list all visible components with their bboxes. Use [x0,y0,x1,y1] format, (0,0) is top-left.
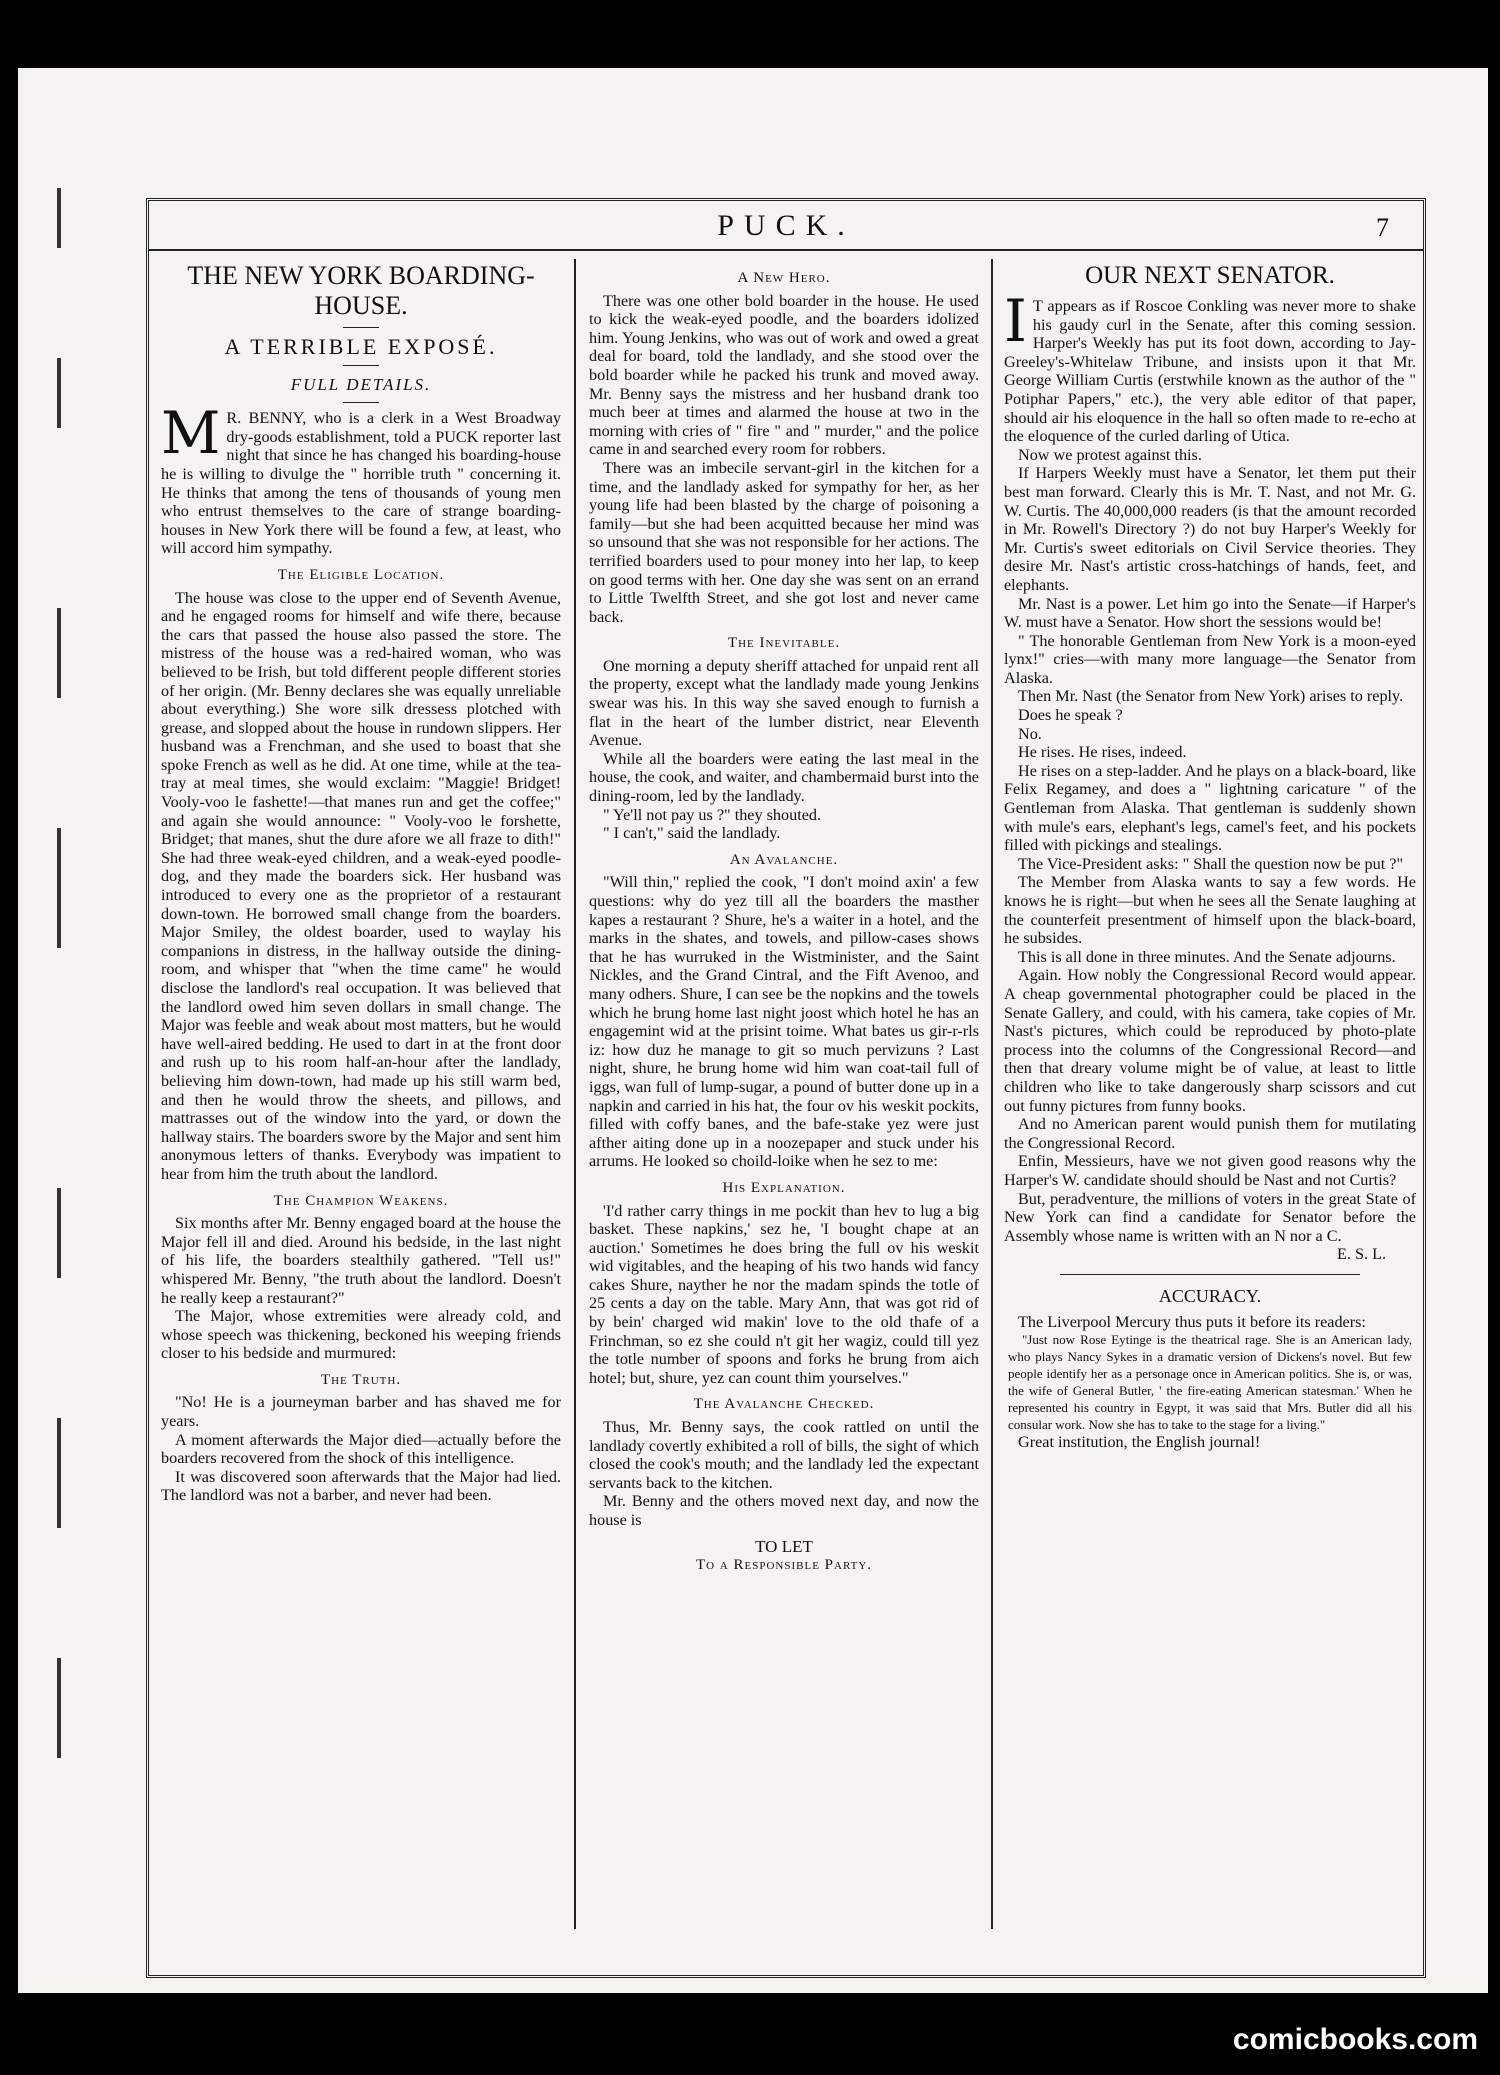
paragraph: Enfin, Messieurs, have we not given good reasons why the Harper's W. candidate should should be Nast and not Curtis? [1004,1152,1416,1189]
divider [1060,1274,1360,1275]
column-boarding-house [161,261,561,1927]
article-headline: THE NEW YORK BOARDING-HOUSE. [187,261,535,320]
paragraph: And no American parent would punish them for mutilating the Congressional Record. [1004,1115,1416,1152]
accuracy-heading: ACCURACY. [1158,1285,1262,1306]
paragraph: "Will thin," replied the cook, "I don't moind axin' a few questions: why do yez till all the boarders the masther kapes a restaurant ? Shure, he's a waiter in a hotel, and the marks in the shates, and towels, and pillow-cases shows that he has wurruked in the Wistminister, and the Saint Nickles, and the Grand Cintral, and the Fift Avenoo, and many odhers. Shure, I can see be the nopkins and the towels which he brung home last night joost which hotel he has an engagemint wid at the prisint toime. What bates us gir-r-rls iz: how duz he manage to git so much pervizuns ? Last night, shure, he brung home wid him wan coat-tail full of iggs, wan full of lump-sugar, a pound of butter done up in a napkin and carried in his hat, the four ov his weskit pockits, filled with coffy banes, and the bafe-stake yez were just afther aiting done up in a noozepaper and stuck under his arrums. He looked so choild-loike when he sez to me: [589,873,979,1171]
page-frame [146,198,1426,1978]
masthead [149,201,1423,251]
drop-cap: I [1004,287,1027,355]
quoted-excerpt: "Just now Rose Eytinge is the theatrical rage. She is an American lady, who plays Nancy Sykes in a dramatic version of Dickens's novel. But few people identify her as a personage once in American politics. She is, or was, the wife of General Butler, ' the fire-eating American statesman.' When he represented his country in Egypt, it was said that Mrs. Butler did all his consular work. Now she has to take to the stage for a living." [1008,1332,1412,1433]
section-heading: The Inevitable. [727,635,841,652]
article-subheadline: A TERRIBLE EXPOSÉ. [224,334,498,359]
paragraph: One morning a deputy sheriff attached for unpaid rent all the property, except what the landlady made young Jenkins swear was his. In this way she saved enough to furnish a flat in the heart of the lumber district, near Eleventh Avenue. [589,656,979,750]
to-party-notice: To a Responsible Party. [695,1557,873,1574]
to-let-notice: TO LET [755,1536,813,1556]
column-senator [1004,261,1416,1927]
paragraph: Again. How nobly the Congressional Record would appear. A cheap governmental photographer could be placed in the Senate Gallery, and could, with his camera, take copies of Mr. Nast's pictures, which could be reproduced by photo-plate process into the columns of the Congressional Record—and then that dreary volume might be of value, at least to little children who like to take dangerously sharp scissors and cut out funny pictures from funny books. [1004,966,1416,1115]
paragraph: Does he speak ? [1018,706,1123,725]
paragraph: The house was close to the upper end of Seventh Avenue, and he engaged rooms for himself and wife there, because the cars that passed the house also passed the store. The mistress of the house was a red-haired woman, who was believed to be Irish, but told different people different stories of her origin. (Mr. Benny declares she was equally unreliable about everything.) She wore silk dressess plotched with grease, and slopped about the house in rundown slippers. Her husband was a Frenchman, and she used to boast that she spoke French as well as he did. At one time, while at the tea-tray at meal times, she would exclaim: "Maggie! Bridget! Vooly-voo le fashette!—that manes run and get the coffee;" and again she would announce: " Vooly-voo le forshette, Bridget; that manes, shut the dure afore we all fraze to dith!" She had three weak-eyed children, and a weak-eyed poodle-dog, and they made the boarders sick. Her husband was introduced to every one as the proprietor of a restaurant down-town. He borrowed small change from the boarders. Major Smiley, the oldest boarder, used to waylay his companions in distress, in the hallway outside the dining-room, and whisper that "when the time came" he would disclose the landlord's real occupation. It was believed that the landlord owed him seven dollars in small change. The Major was feeble and weak about most matters, but he would have well-aired bedding. He used to dart in at the front door and rush up to his room half-an-hour after the landlady, believing him down-town, had made up his still warm bed, and then he would throw the sheets, and pillows, and mattrasses out of the window into the yard, or down the hallway stairs. The boarders swore by the Major and sent him anonymous letters of thanks. Everybody was impatient to hear from him the truth about the landlord. [161,588,561,1183]
column-divider [574,259,576,1929]
paragraph: "No! He is a journeyman barber and has shaved me for years. [161,1393,561,1431]
paragraph: Thus, Mr. Benny says, the cook rattled on until the landlady covertly exhibited a roll of bills, the sight of which closed the cook's mouth; and the landlady led the expectant servants back to the kitchen. [589,1418,979,1492]
section-heading: An Avalanche. [729,851,839,868]
paragraph: No. [1018,724,1042,743]
details-heading: FULL DETAILS. [290,374,432,394]
paragraph: The Member from Alaska wants to say a few words. He knows he is right—but when he sees all the Senate laughing at the counterfeit presentment of himself upon the black-board, he subsides. [1004,873,1416,948]
paragraph: Mr. Nast is a power. Let him go into the Senate—if Harper's W. must have a Senator. How short the sessions would be! [1004,594,1416,632]
paragraph: A moment afterwards the Major died—actually before the boarders recovered from the shock of this intelligence. [161,1430,561,1468]
paragraph: Mr. Benny and the others moved next day, and now the house is [589,1492,979,1529]
paragraph: But, peradventure, the millions of voters in the great State of New York can find a candidate for Senator before the Assembly whose name is written with an N nor a C. [1004,1189,1416,1245]
paragraph: There was an imbecile servant-girl in the kitchen for a time, and the landlady asked for sympathy for her, as her young life had been blasted by the charge of poisoning a family—but she had been acquitted because her mind was so unsound that she was not responsible for her actions. The terrified boarders used to pour money into her lap, to keep on good terms with her. One day she was sent on an errand to Little Twelfth Street, and she got lost and never came back. [589,458,979,626]
section-heading: A New Hero. [737,270,831,286]
paragraph: This is all done in three minutes. And the Senate adjourns. [1018,947,1396,966]
binding-stitches [48,188,72,1788]
paragraph: " I can't," said the landlady. [603,824,781,843]
article-headline: OUR NEXT SENATOR. [1085,262,1335,289]
paragraph: " Ye'll not pay us ?" they shouted. [603,805,822,824]
paragraph: Now we protest against this. [1018,445,1202,464]
watermark: comicbooks.com [1232,2023,1478,2056]
masthead-title: PUCK. [717,209,855,242]
paragraph: " The honorable Gentleman from New York is a moon-eyed lynx!" cries—with many more language—the Senator from Alaska. [1004,631,1416,687]
signature: E. S. L. [1336,1245,1386,1264]
column-continuation [589,261,979,1927]
section-heading: The Avalanche Checked. [693,1396,875,1413]
paragraph: Great institution, the English journal! [1018,1433,1261,1452]
divider [343,402,379,403]
drop-cap: M [161,399,221,468]
divider [343,327,379,328]
paragraph: R. BENNY, who is a clerk in a West Broadway dry-goods establishment, told a PUCK reporter last night that since he has changed his boarding-house he is willing to divulge the " horrible truth " concerning it. He thinks that among the tens of thousands of young men who entrust themselves to the care of strange boarding-houses in New York there will be found a few, at least, who will accord him sympathy. [161,409,561,558]
column-divider [991,259,993,1929]
paragraph: If Harpers Weekly must have a Senator, let them put their best man forward. Clearly this is Mr. T. Nast, and not Mr. G. W. Curtis. The 40,000,000 readers (is that the amount recorded in Mr. Rowell's Directory ?) do not buy Harper's Weekly for Mr. Curtis's sweet editorials on Civil Service theories. They desire Mr. Nast's artistic cross-hatchings of hands, feet, and elephants. [1004,464,1416,594]
paragraph: 'I'd rather carry things in me pockit than hev to lug a big basket. These napkins,' sez he, 'I bought chape at an auction.' Sometimes he does bring the full ov his weskit wid vigitables, and the heaping of his two hands wid fancy cakes Shure, nayther he nor the madam spinds the totle of 25 cents a day on the table. Mary Ann, that was got rid of by bein' charged wid makin' love to the old thafe of a Frinchman, so ez she could n't git her wagiz, could till yez the totle number of spoons and forks he brung from aich hotel; but, shure, yez can count thim yourselves." [589,1201,979,1387]
divider [343,365,379,366]
paragraph: The Vice-President asks: " Shall the question now be put ?" [1018,854,1404,873]
paragraph: Six months after Mr. Benny engaged board at the house the Major fell ill and died. Around his bedside, in the last night of his life, the boarders stealthily gathered. "Tell us!" whispered Mr. Benny, "the truth about the landlord. Doesn't he really keep a restaurant?" [161,1214,561,1307]
paragraph: It was discovered soon afterwards that the Major had lied. The landlord was not a barber, and never had been. [161,1467,561,1505]
paragraph: He rises on a step-ladder. And he plays on a black-board, like Felix Regamey, and does a " lightning caricature " of the Gentleman from Alaska. That gentleman is suddenly shown with mule's ears, elephant's legs, camel's feet, and his pockets filled with pickings and stealings. [1004,761,1416,855]
paragraph: He rises. He rises, indeed. [1018,743,1187,762]
paragraph: The Liverpool Mercury thus puts it before its readers: [1018,1312,1366,1331]
page-number: 7 [1376,213,1389,242]
newspaper-page [18,68,1488,1993]
section-heading: The Eligible Location. [277,566,445,583]
paragraph: Then Mr. Nast (the Senator from New York) arises to reply. [1018,687,1404,706]
paragraph: T appears as if Roscoe Conkling was never more to shake his gaudy curl in the Senate, after this coming session. Harper's Weekly has put its foot down, according to Jay-Greeley's-Whitelaw Tribune, and insists upon it that Mr. George William Curtis (erstwhile known as the author of the " Potiphar Papers," etc.), the very able editor of that paper, should air his eloquence in the hall so often made to re-echo at the eloquence of the curled darling of Utica. [1004,297,1416,446]
section-heading: His Explanation. [722,1179,846,1196]
paragraph: While all the boarders were eating the last meal in the house, the cook, and waiter, and chambermaid burst into the dining-room, led by the landlady. [589,749,979,806]
paragraph: The Major, whose extremities were already cold, and whose speech was thickening, beckoned his weeping friends closer to his bedside and murmured: [161,1307,561,1363]
section-heading: The Truth. [320,1371,402,1388]
section-heading: The Champion Weakens. [273,1192,449,1209]
paragraph: There was one other bold boarder in the house. He used to kick the weak-eyed poodle, and the boarders idolized him. Young Jenkins, who was out of work and owed a great deal for board, told the landlady, and she stood over the bold boarder while he packed his trunk and moved away. Mr. Benny says the mistress and her husband drank too much beer at times and alarmed the house at two in the morning with cries of " fire " and " murder," and the police came in and searched every room for robbers. [589,291,979,459]
